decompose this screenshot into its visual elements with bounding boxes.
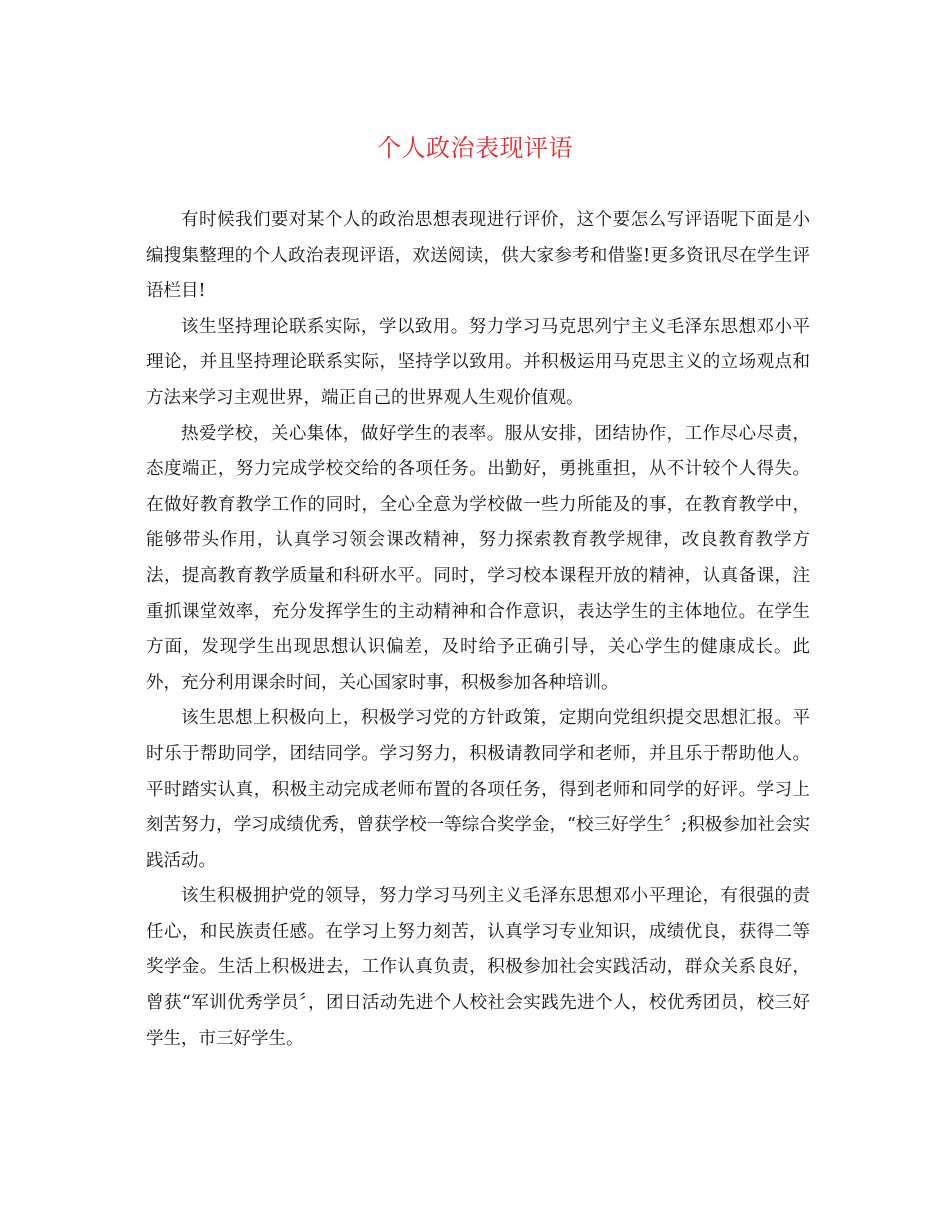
paragraph-intro: 有时候我们要对某个人的政治思想表现进行评价，这个要怎么写评语呢下面是小编搜集整理的个人政治表现评语，欢送阅读，供大家参考和借鉴!更多资讯尽在学生评语栏目!	[146, 210, 810, 302]
paragraph-comment-4: 该生积极拥护党的领导，努力学习马列主义毛泽东思想邓小平理论，有很强的责任心，和民族责任感。在学习上努力刻苦，认真学习专业知识，成绩优良，获得二等奖学金。生活上积极进去，工作认真负责，积极参加社会实践活动，群众关系良好，曾获“军训优秀学员〞，团日活动先进个人校社会实践先进个人，校优秀团员，校三好学生，市三好学生。	[146, 886, 810, 1049]
document-body	[146, 203, 810, 1057]
paragraph-comment-2: 热爱学校，关心集体，做好学生的表率。服从安排，团结协作，工作尽心尽责，态度端正，努力完成学校交给的各项任务。出勤好，勇挑重担，从不计较个人得失。在做好教育教学工作的同时，全心全意为学校做一些力所能及的事，在教育教学中，能够带头作用，认真学习领会课改精神，努力探索教育教学规律，改良教育教学方法，提高教育教学质量和科研水平。同时，学习校本课程开放的精神，认真备课，注重抓课堂效率，充分发挥学生的主动精神和合作意识，表达学生的主体地位。在学生方面，发现学生出现思想认识偏差，及时给予正确引导，关心学生的健康成长。此外，充分利用课余时间，关心国家时事，积极参加各种培训。	[146, 423, 810, 693]
paragraph-comment-3: 该生思想上积极向上，积极学习党的方针政策，定期向党组织提交思想汇报。平时乐于帮助同学，团结同学。学习努力，积极请教同学和老师，并且乐于帮助他人。平时踏实认真，积极主动完成老师布置的各项任务，得到老师和同学的好评。学习上刻苦努力，学习成绩优秀，曾获学校一等综合奖学金，“校三好学生〞;积极参加社会实践活动。	[146, 708, 810, 871]
paragraph-comment-1: 该生坚持理论联系实际，学以致用。努力学习马克思列宁主义毛泽东思想邓小平理论，并且坚持理论联系实际，坚持学以致用。并积极运用马克思主义的立场观点和方法来学习主观世界，端正自己的世界观人生观价值观。	[146, 316, 810, 408]
document-title: 个人政治表现评语	[377, 134, 573, 162]
